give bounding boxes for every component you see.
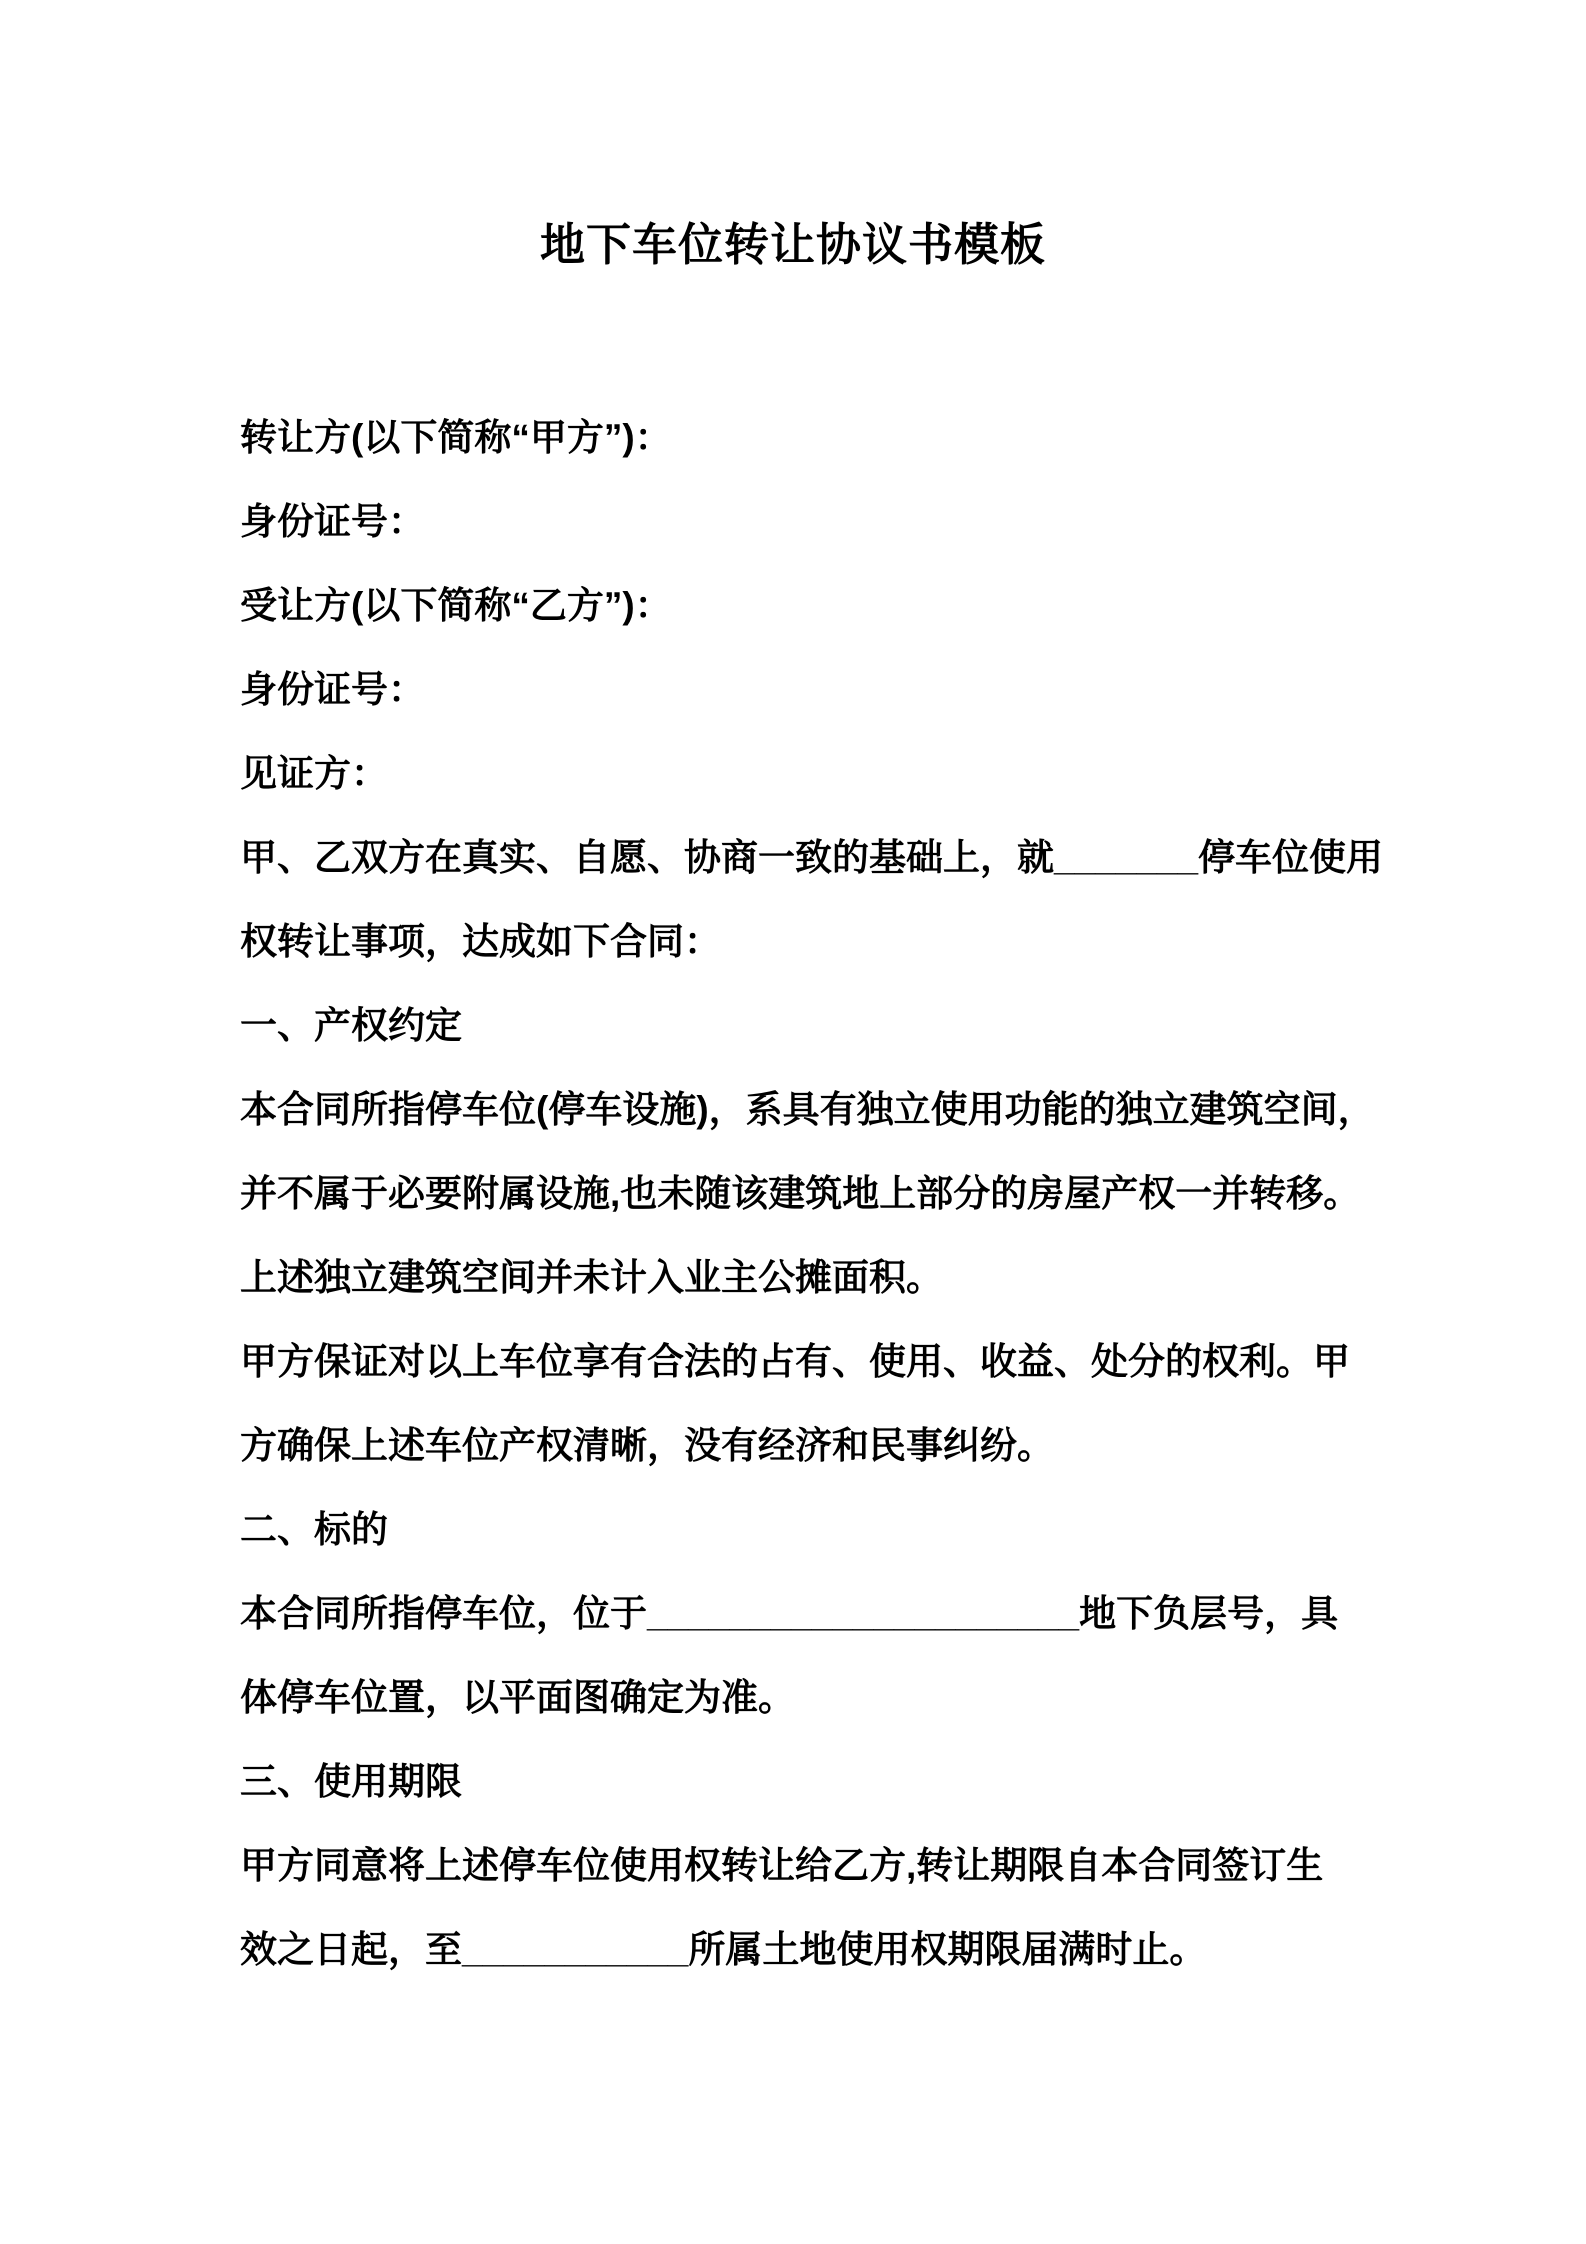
transferor-id-line: 身份证号： [240, 501, 425, 542]
section-3-para-line-2: 效之日起，至___________所属土地使用权期限届满时止。 [240, 1929, 1207, 1970]
transferor-line: 转让方(以下简称“甲方”)： [240, 417, 672, 458]
preamble-line-2: 权转让事项，达成如下合同： [240, 921, 721, 962]
document-body [0, 396, 1586, 1992]
section-1-para-line-3: 上述独立建筑空间并未计入业主公摊面积。 [240, 1257, 943, 1298]
section-1-para-line-1: 本合同所指停车位(停车设施)，系具有独立使用功能的独立建筑空间， [240, 1089, 1375, 1130]
section-2-heading: 二、标的 [240, 1509, 388, 1550]
witness-line: 见证方： [240, 753, 388, 794]
section-1-para-line-2: 并不属于必要附属设施,也未随该建筑地上部分的房屋产权一并转移。 [240, 1173, 1361, 1214]
document-title: 地下车位转让协议书模板 [539, 219, 1046, 270]
section-2-para-line-1: 本合同所指停车位，位于_____________________地下负层号，具 [240, 1593, 1339, 1634]
section-3-heading: 三、使用期限 [240, 1761, 462, 1802]
section-2-para-line-2: 体停车位置，以平面图确定为准。 [240, 1677, 795, 1718]
section-1-heading: 一、产权约定 [240, 1005, 462, 1046]
transferee-id-line: 身份证号： [240, 669, 425, 710]
transferee-line: 受让方(以下简称“乙方”)： [240, 585, 672, 626]
section-1-para-line-5: 方确保上述车位产权清晰，没有经济和民事纠纷。 [240, 1425, 1054, 1466]
section-1-para-line-4: 甲方保证对以上车位享有合法的占有、使用、收益、处分的权利。甲 [240, 1341, 1350, 1382]
section-3-para-line-1: 甲方同意将上述停车位使用权转让给乙方,转让期限自本合同签订生 [240, 1845, 1324, 1886]
preamble-line-1: 甲、乙双方在真实、自愿、协商一致的基础上，就_______停车位使用 [240, 837, 1384, 878]
